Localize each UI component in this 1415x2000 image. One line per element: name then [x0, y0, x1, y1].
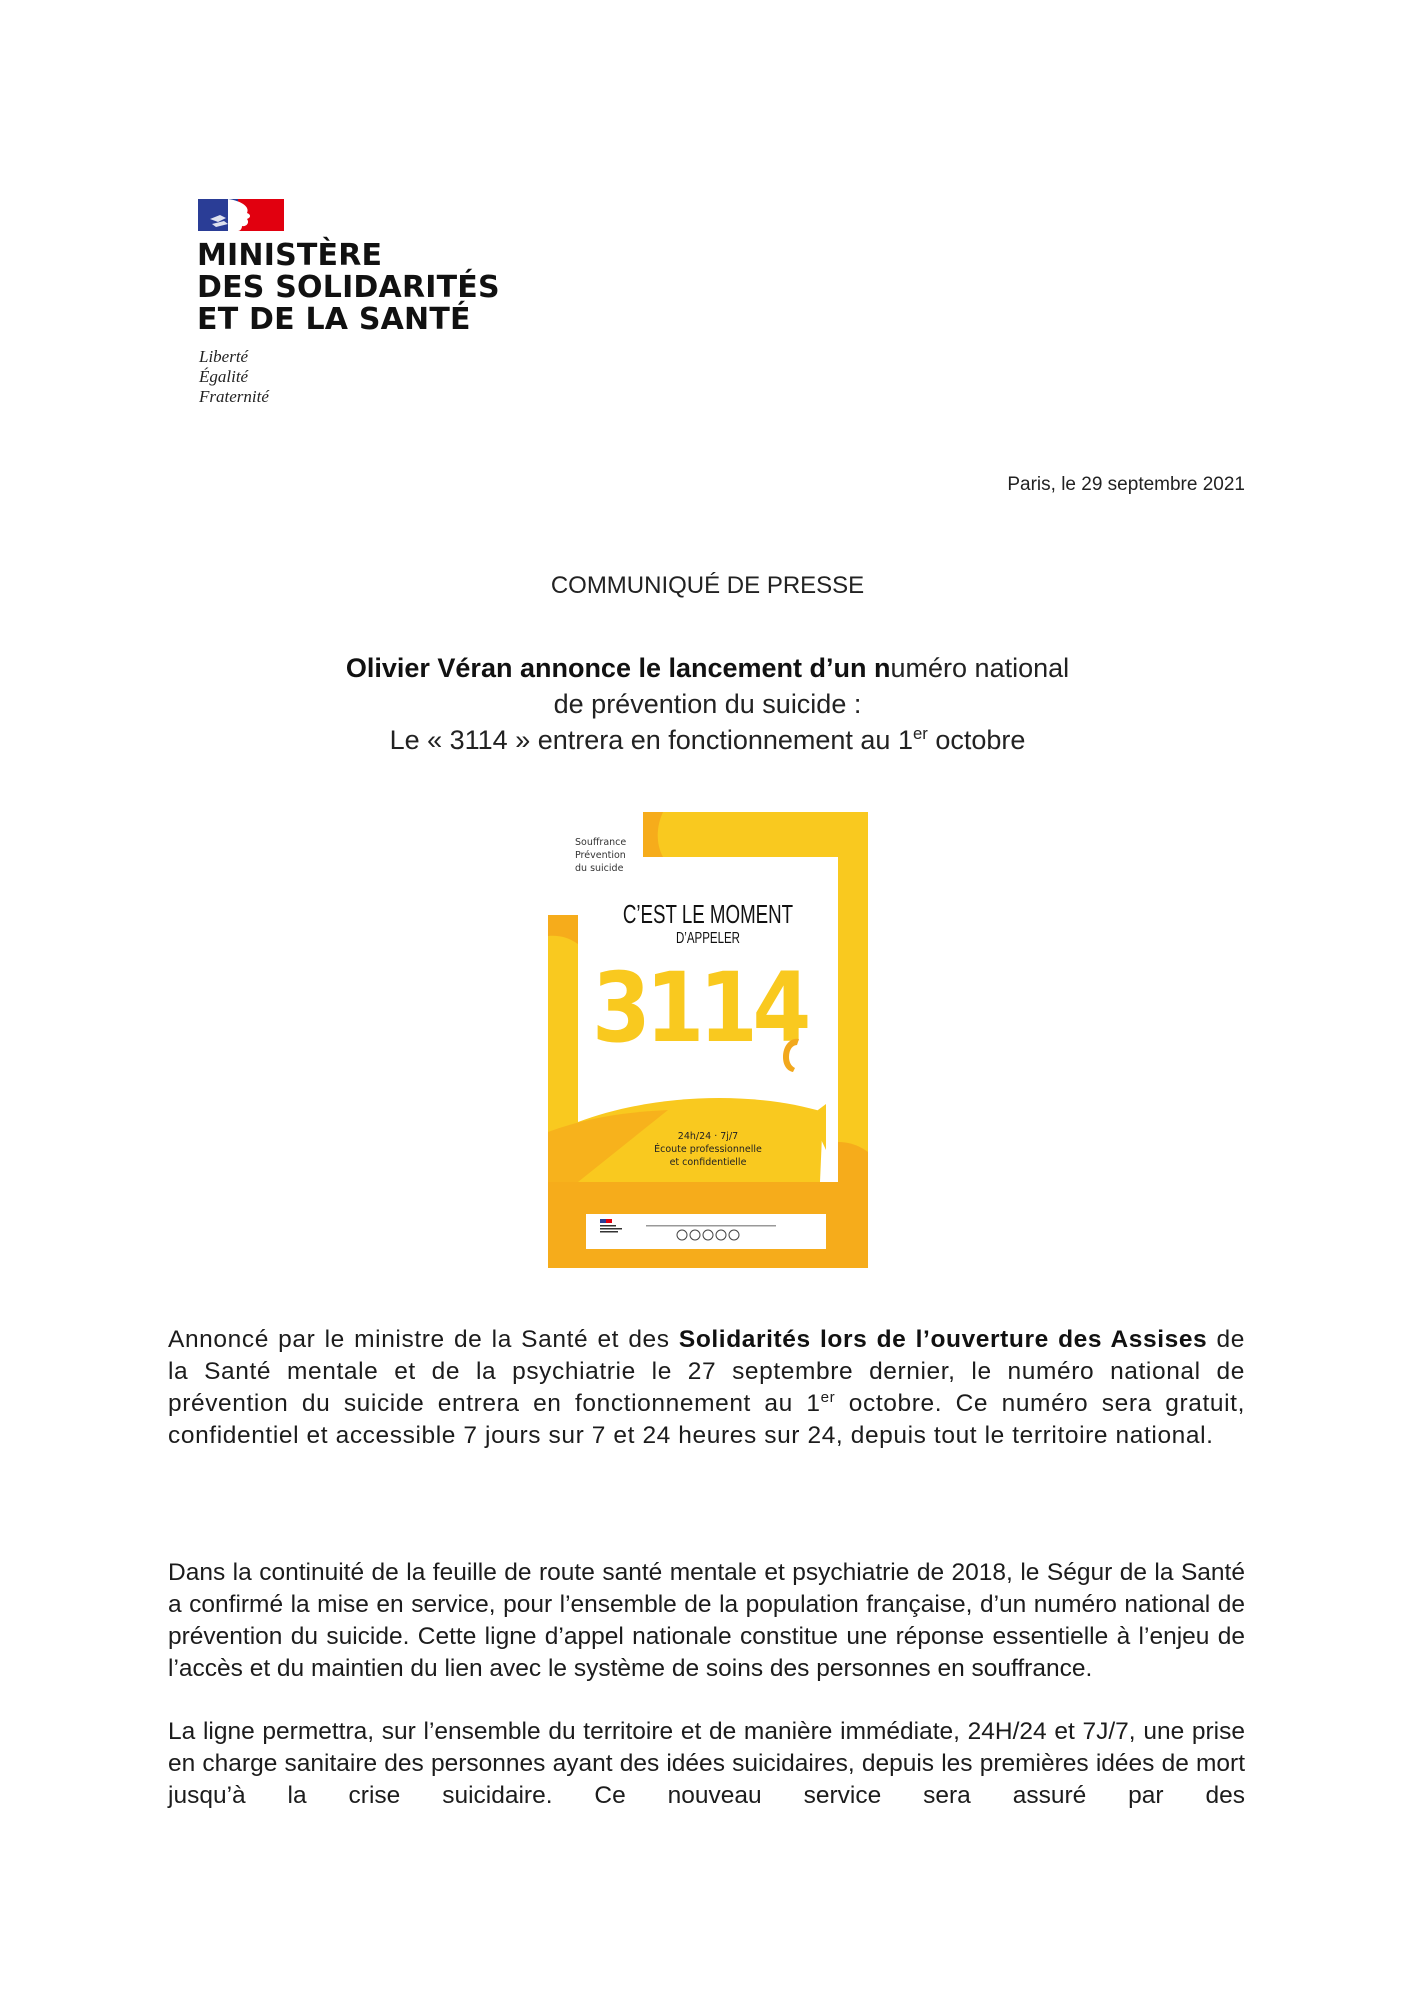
- title-line-2: de prévention du suicide :: [553, 689, 862, 719]
- poster-number: 3114: [592, 952, 807, 1064]
- title-line-3: [0, 722, 1415, 758]
- press-release-label: COMMUNIQUÉ DE PRESSE: [550, 572, 865, 599]
- poster-availability: [548, 1130, 868, 1169]
- instagram-icon: [690, 1230, 700, 1240]
- ministry-name: [197, 240, 500, 336]
- motto-egalite: Égalité: [199, 367, 249, 386]
- poster-headline: C’EST LE MOMENT: [622, 899, 794, 929]
- linkedin-icon: [716, 1230, 726, 1240]
- p1-text-end: octobre. Ce numéro sera gratuit, confidentiel et accessible 7 jours sur 7 et 24 heures sur 24, depuis tout le territoire national.: [168, 1390, 1245, 1449]
- p3-text: La ligne permettra, sur l’ensemble du territoire et de manière immédiate, 24H/24 et 7J/7, une prise en charge sanitaire des personnes ayant des idées suicidaires, depuis les premières idées de mort jusqu’à la crise suicidaire. Ce nouveau service sera assuré par des: [168, 1718, 1245, 1809]
- campaign-poster-3114: [548, 812, 868, 1268]
- ministry-line-1: MINISTÈRE: [197, 238, 383, 273]
- title-bold-part: Olivier Véran annonce le lancement d’un n: [345, 653, 891, 683]
- twitter-icon: [703, 1230, 713, 1240]
- paragraph-3: [168, 1716, 1245, 1812]
- poster-tagline-line: Prévention: [575, 850, 626, 861]
- ministry-line-2: DES SOLIDARITÉS: [197, 270, 500, 305]
- paragraph-2: Dans la continuité de la feuille de route santé mentale et psychiatrie de 2018, le Ségur de la Santé a confirmé la mise en service, pour l’ensemble de la population française, d’un numéro national de prévention du suicide. Cette ligne d’appel nationale constitue une réponse essentielle à l’enjeu de l’accès et du maintien du lien avec le système de soins des personnes en souffrance.: [168, 1559, 1245, 1682]
- title-line-3-text: Le « 3114 » entrera en fonctionnement au 1: [389, 725, 913, 755]
- paragraph-1: [168, 1324, 1245, 1452]
- p1-superscript: er: [820, 1388, 836, 1406]
- poster-hours: 24h/24 · 7j/7: [677, 1131, 739, 1142]
- facebook-icon: [677, 1230, 687, 1240]
- document-date: Paris, le 29 septembre 2021: [1007, 474, 1245, 495]
- poster-subheadline: D’APPELER: [675, 930, 741, 947]
- title-line-1: [0, 650, 1415, 686]
- p1-text-start: Annoncé par le ministre de la Santé et des: [168, 1326, 679, 1353]
- p1-text-mid: de la Santé mentale et de la psychiatrie le 27 septembre dernier, le numéro national de prévention du suicide entrera en fonctionnement au 1: [168, 1326, 1245, 1417]
- title-superscript: er: [912, 724, 928, 743]
- poster-tagline-line: du suicide: [575, 863, 624, 874]
- phone-handset-icon: [777, 1035, 803, 1075]
- motto-fraternite: Fraternité: [199, 387, 269, 406]
- ministry-line-3: ET DE LA SANTÉ: [197, 302, 471, 337]
- p1-bold-text: Solidarités lors de l’ouverture des Assises: [678, 1326, 1208, 1353]
- marianne-flag-logo: [198, 199, 284, 231]
- document-title: [0, 650, 1415, 758]
- poster-service-line: et confidentielle: [669, 1157, 747, 1168]
- poster-tagline-line: Souffrance: [575, 837, 627, 848]
- poster-tagline: [575, 836, 626, 875]
- youtube-icon: [729, 1230, 739, 1240]
- poster-service-line: Écoute professionnelle: [654, 1144, 762, 1155]
- republic-motto: [199, 347, 269, 407]
- motto-liberte: Liberté: [199, 347, 249, 366]
- title-regular-part: uméro national: [890, 653, 1070, 683]
- title-line-3-end: octobre: [927, 725, 1026, 755]
